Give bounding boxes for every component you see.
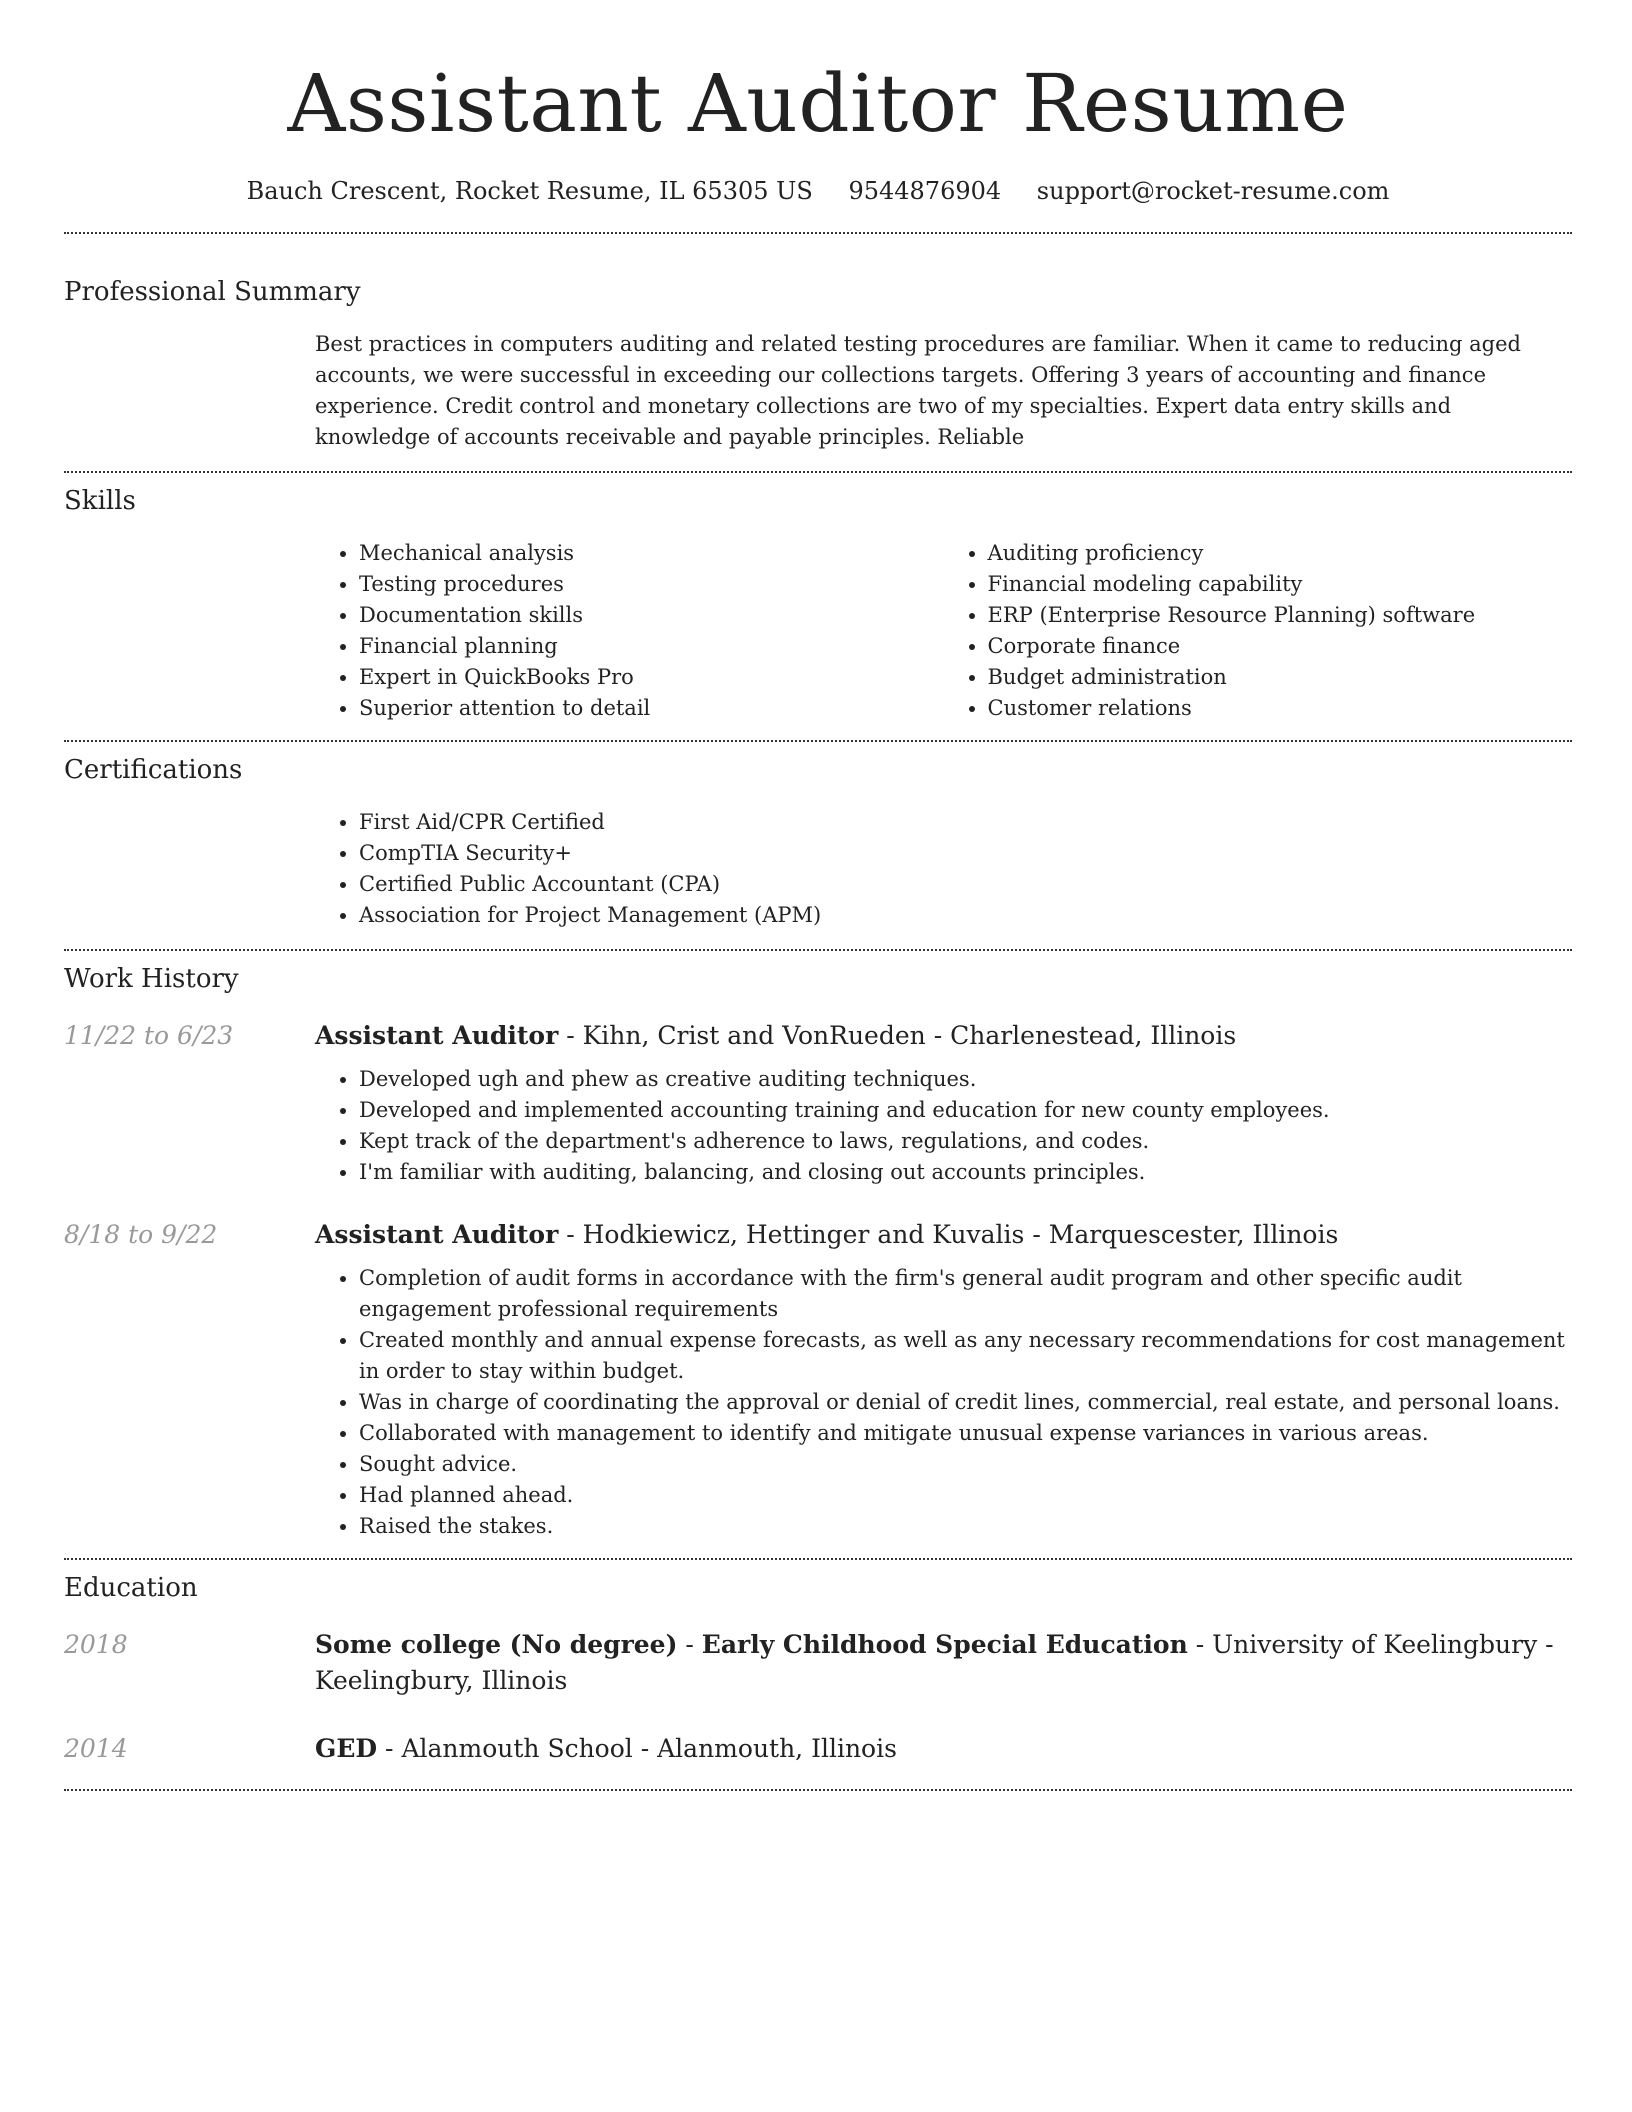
list-item: • Kept track of the department's adherence to laws, regulations, and codes. bbox=[359, 1126, 1572, 1157]
section-title-skills: Skills bbox=[64, 486, 136, 516]
section-divider bbox=[64, 1789, 1572, 1791]
section-divider bbox=[64, 1558, 1572, 1560]
list-item: • First Aid/CPR Certified bbox=[359, 807, 1572, 838]
list-item: • Association for Project Management (APM) bbox=[359, 900, 1572, 931]
degree: GED bbox=[315, 1734, 378, 1763]
contact-phone: 9544876904 bbox=[848, 177, 1002, 205]
list-item: • Expert in QuickBooks Pro bbox=[359, 662, 944, 693]
summary-text: Best practices in computers auditing and related testing procedures are familiar. When it came to reducing aged accounts, we were successful in exceeding our collections targets. Offering 3 years of accounting and finance experience. Credit control and monetary collections are two of my specialties. Expert data entry skills and knowledge of accounts receivable and payable principles. Reliable bbox=[315, 332, 1521, 449]
school-location: Alanmouth, Illinois bbox=[657, 1734, 897, 1763]
certifications-list bbox=[315, 807, 1572, 931]
education-heading bbox=[315, 1627, 1572, 1699]
list-item: • Raised the stakes. bbox=[359, 1511, 1572, 1542]
company-name: Kihn, Crist and VonRueden bbox=[582, 1021, 926, 1050]
contact-address: Bauch Crescent, Rocket Resume, IL 65305 US bbox=[246, 177, 813, 205]
section-title-education: Education bbox=[64, 1573, 198, 1603]
work-bullets bbox=[315, 1064, 1572, 1188]
list-item: • Superior attention to detail bbox=[359, 693, 944, 724]
school-name: University of Keelingbury bbox=[1212, 1630, 1538, 1659]
section-title-certifications: Certifications bbox=[64, 755, 243, 785]
skills-list bbox=[315, 538, 1572, 724]
list-item: • Was in charge of coordinating the approval or denial of credit lines, commercial, real estate, and personal loans. bbox=[359, 1387, 1572, 1418]
section-divider bbox=[64, 232, 1572, 234]
work-dates: 8/18 to 9/22 bbox=[64, 1220, 218, 1249]
section-divider bbox=[64, 740, 1572, 742]
list-item: • Financial modeling capability bbox=[988, 569, 1573, 600]
list-item: • Completion of audit forms in accordance with the firm's general audit program and other specific audit engagement professional requirements bbox=[359, 1263, 1572, 1325]
list-item: • Auditing proficiency bbox=[988, 538, 1573, 569]
education-entry bbox=[64, 1627, 1572, 1699]
job-location: Charlenestead, Illinois bbox=[950, 1021, 1237, 1050]
company-name: Hodkiewicz, Hettinger and Kuvalis bbox=[582, 1220, 1025, 1249]
work-heading bbox=[315, 1217, 1572, 1253]
work-heading bbox=[315, 1018, 1572, 1054]
section-title-summary: Professional Summary bbox=[64, 277, 361, 307]
section-title-work-history: Work History bbox=[64, 964, 239, 994]
contact-email: support@rocket-resume.com bbox=[1036, 177, 1390, 205]
list-item: • Budget administration bbox=[988, 662, 1573, 693]
work-bullets bbox=[315, 1263, 1572, 1542]
education-year: 2018 bbox=[64, 1630, 128, 1659]
separator: - bbox=[1187, 1630, 1213, 1659]
section-divider bbox=[64, 949, 1572, 951]
list-item: • Had planned ahead. bbox=[359, 1480, 1572, 1511]
list-item: • Financial planning bbox=[359, 631, 944, 662]
separator: - bbox=[377, 1734, 402, 1763]
resume-page bbox=[64, 0, 1572, 1791]
school-location: Keelingbury, Illinois bbox=[315, 1666, 568, 1695]
work-entry bbox=[64, 1018, 1572, 1188]
education-year: 2014 bbox=[64, 1734, 128, 1763]
contact-line bbox=[64, 174, 1572, 208]
list-item: • Created monthly and annual expense forecasts, as well as any necessary recommendations for cost management in order to stay within budget. bbox=[359, 1325, 1572, 1387]
separator: - bbox=[677, 1630, 702, 1659]
section-divider bbox=[64, 471, 1572, 473]
school-name: Alanmouth School bbox=[401, 1734, 633, 1763]
list-item: • ERP (Enterprise Resource Planning) software bbox=[988, 600, 1573, 631]
list-item: • Mechanical analysis bbox=[359, 538, 944, 569]
list-item: • Developed ugh and phew as creative auditing techniques. bbox=[359, 1064, 1572, 1095]
job-location: Marquescester, Illinois bbox=[1048, 1220, 1339, 1249]
list-item: • Documentation skills bbox=[359, 600, 944, 631]
separator: - bbox=[925, 1021, 951, 1050]
list-item: • Sought advice. bbox=[359, 1449, 1572, 1480]
list-item: • I'm familiar with auditing, balancing, and closing out accounts principles. bbox=[359, 1157, 1572, 1188]
separator: - bbox=[558, 1220, 583, 1249]
job-title: Assistant Auditor bbox=[315, 1220, 559, 1249]
list-item: • Corporate finance bbox=[988, 631, 1573, 662]
degree: Some college (No degree) bbox=[315, 1630, 678, 1659]
work-entry bbox=[64, 1217, 1572, 1542]
list-item: • Developed and implemented accounting training and education for new county employees. bbox=[359, 1095, 1572, 1126]
job-title: Assistant Auditor bbox=[315, 1021, 559, 1050]
separator: - bbox=[558, 1021, 583, 1050]
page-title: Assistant Auditor Resume bbox=[287, 57, 1349, 150]
skills-column-left bbox=[315, 538, 944, 724]
education-entry bbox=[64, 1731, 1572, 1767]
skills-column-right bbox=[944, 538, 1573, 724]
list-item: • Customer relations bbox=[988, 693, 1573, 724]
work-dates: 11/22 to 6/23 bbox=[64, 1021, 234, 1050]
education-heading bbox=[315, 1731, 1572, 1767]
list-item: • Collaborated with management to identify and mitigate unusual expense variances in various areas. bbox=[359, 1418, 1572, 1449]
list-item: • Testing procedures bbox=[359, 569, 944, 600]
separator: - bbox=[632, 1734, 658, 1763]
field-of-study: Early Childhood Special Education bbox=[701, 1630, 1188, 1659]
separator: - bbox=[1024, 1220, 1049, 1249]
separator: - bbox=[1537, 1630, 1554, 1659]
list-item: • Certified Public Accountant (CPA) bbox=[359, 869, 1572, 900]
list-item: • CompTIA Security+ bbox=[359, 838, 1572, 869]
